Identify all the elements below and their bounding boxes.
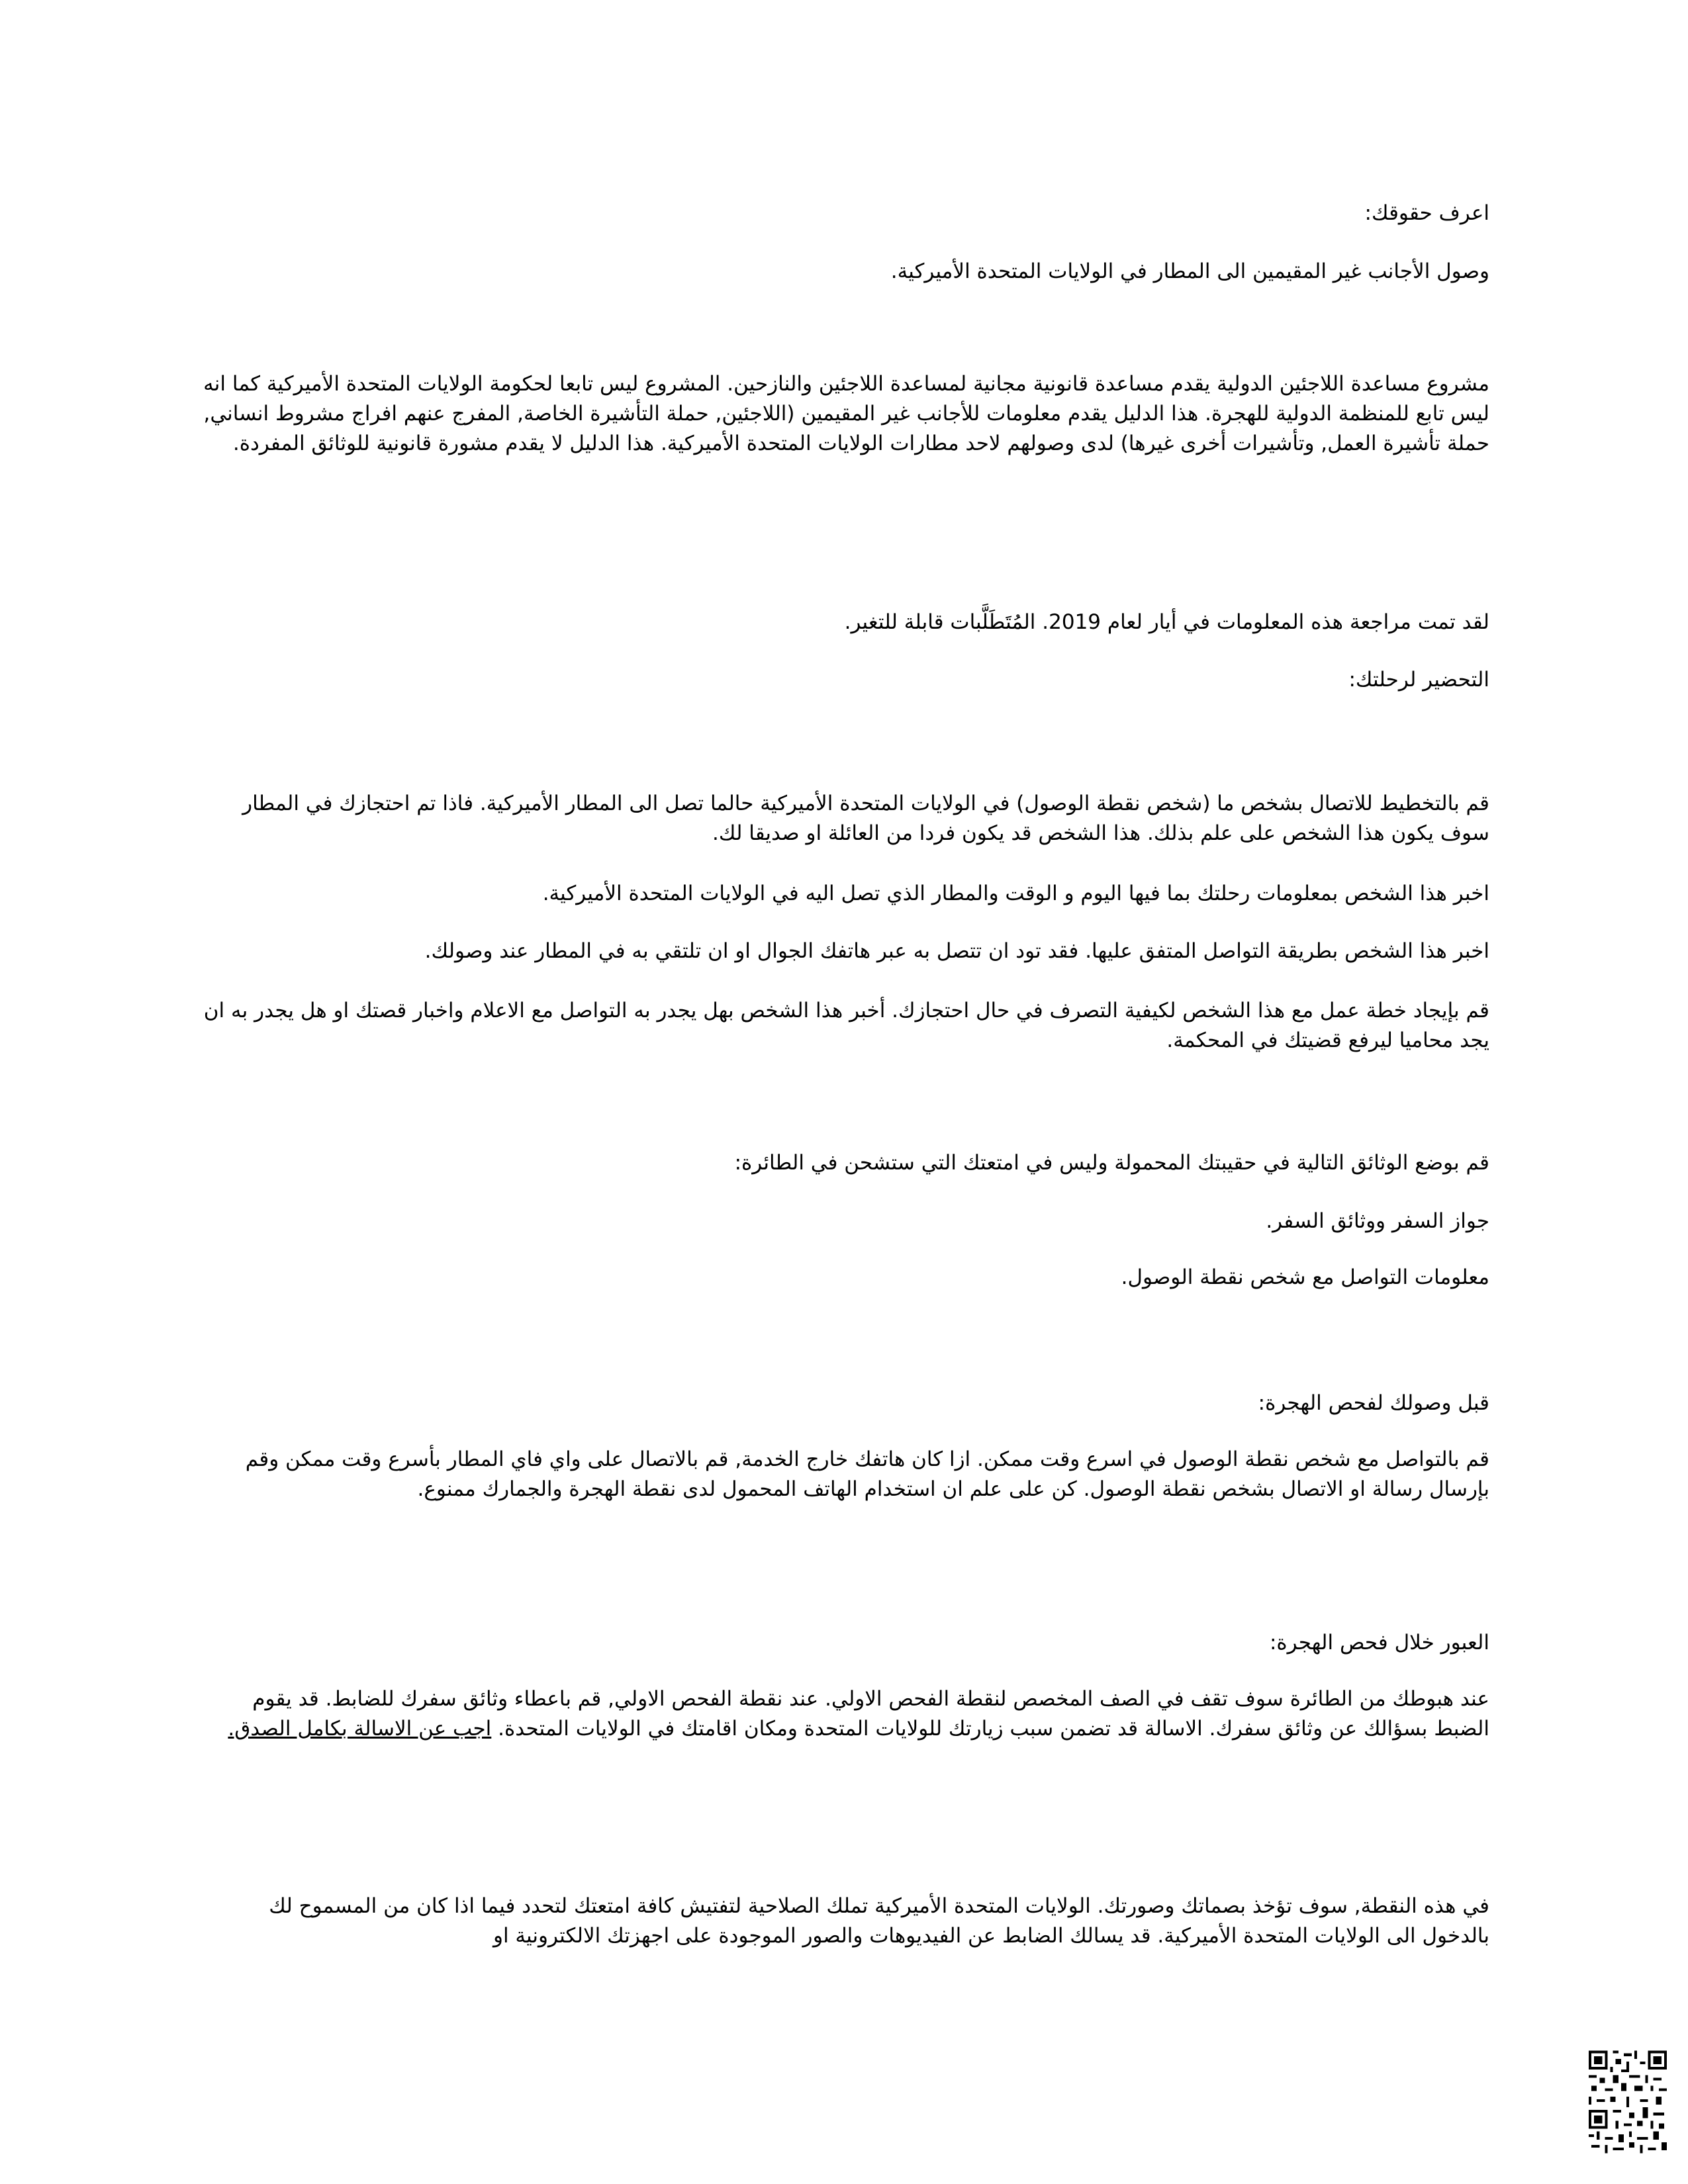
preparation-heading: التحضير لرحلتك:	[1348, 668, 1489, 692]
documents-heading: قم بوضع الوثائق التالية في حقيبتك المحمولة وليس في امتعتك التي ستشحن في الطائرة:	[734, 1151, 1489, 1175]
preparation-item-contact-person: قم بالتخطيط للاتصال بشخص ما (شخص نقطة الوصول) في الولايات المتحدة الأميركية حالما تصل الى المطار الأميركية. فاذا تم احتجازك في المطار سوف يكون هذا الشخص على علم بذلك. هذا الشخص قد يكون فردا من العائلة او صديقا لك.	[242, 792, 1489, 845]
before-immigration-heading: قبل وصولك لفحص الهجرة:	[1258, 1391, 1489, 1415]
fingerprints-paragraph: في هذه النقطة, سوف تؤخذ بصماتك وصورتك. الولايات المتحدة الأميركية تملك الصلاحية لتفتيش كافة امتعتك لتحدد فيما اذا كان من المسموح لك بالدخول الى الولايات المتحدة الأميركية. قد يسالك الضابط عن الفيديوهات والصور الموجودة على اجهزتك الالكترونية او	[269, 1894, 1489, 1948]
preparation-item-trip-info: اخبر هذا الشخص بمعلومات رحلتك بما فيها اليوم و الوقت والمطار الذي تصل اليه في الولايات المتحدة الأميركية.	[542, 882, 1489, 905]
before-immigration-paragraph: قم بالتواصل مع شخص نقطة الوصول في اسرع وقت ممكن. ازا كان هاتفك خارج الخدمة, قم بالاتصال على واي فاي المطار بأسرع وقت ممكن وقم بإرسال رسالة او الاتصال بشخص نقطة الوصول. كن على علم ان استخدام الهاتف المحمول لدى نقطة الهجرة والجمارك ممنوع.	[245, 1447, 1489, 1501]
answer-honestly-emphasis: اجب عن الاسالة بكامل الصدق.	[228, 1717, 492, 1741]
through-immigration-heading: العبور خلال فحص الهجرة:	[1269, 1631, 1489, 1655]
document-subtitle: وصول الأجانب غير المقيمين الى المطار في الولايات المتحدة الأميركية.	[890, 259, 1489, 283]
documents-item-contact-info: معلومات التواصل مع شخص نقطة الوصول.	[1121, 1265, 1489, 1289]
through-immigration-paragraph	[199, 1684, 1489, 1744]
preparation-item-action-plan: قم بإيجاد خطة عمل مع هذا الشخص لكيفية التصرف في حال احتجازك. أخبر هذا الشخص بهل يجدر به التواصل مع الاعلام واخبار قصتك او هل يجدر به ان يجد محاميا ليرفع قضيتك في المحكمة.	[203, 999, 1489, 1052]
know-your-rights-heading: اعرف حقوقك:	[1364, 201, 1489, 225]
qr-code-icon	[1589, 2050, 1667, 2156]
intro-paragraph: مشروع مساعدة اللاجئين الدولية يقدم مساعدة قانونية مجانية لمساعدة اللاجئين والنازحين. المشروع ليس تابعا لحكومة الولايات المتحدة الأميركية كما انه ليس تابع للمنظمة الدولية للهجرة. هذا الدليل يقدم معلومات للأجانب غير المقيمين (اللاجئين, حملة التأشيرة الخاصة, المفرج عنهم افراج مشروط انساني, حملة تأشيرة العمل, وتأشيرات أخرى غيرها) لدى وصولهم لاحد مطارات الولايات المتحدة الأميركية. هذا الدليل لا يقدم مشورة قانونية للوثائق المفردة.	[203, 372, 1489, 455]
documents-item-passport: جواز السفر ووثائق السفر.	[1266, 1209, 1489, 1233]
preparation-item-communication: اخبر هذا الشخص بطريقة التواصل المتفق عليها. فقد تود ان تتصل به عبر هاتفك الجوال او ان تلتقي به في المطار عند وصولك.	[424, 939, 1489, 963]
through-immigration-text: عند هبوطك من الطائرة سوف تقف في الصف المخصص لنقطة الفحص الاولي. عند نقطة الفحص الاولي, قم باعطاء وثائق سفرك للضابط. قد يقوم الضبط بسؤالك عن وثائق سفرك. الاسالة قد تضمن سبب زيارتك للولايات المتحدة ومكان اقامتك في الولايات المتحدة.	[252, 1687, 1489, 1741]
review-date-note: لقد تمت مراجعة هذه المعلومات في أيار لعام 2019. المُتَطَلَّبات قابلة للتغير.	[844, 610, 1489, 634]
